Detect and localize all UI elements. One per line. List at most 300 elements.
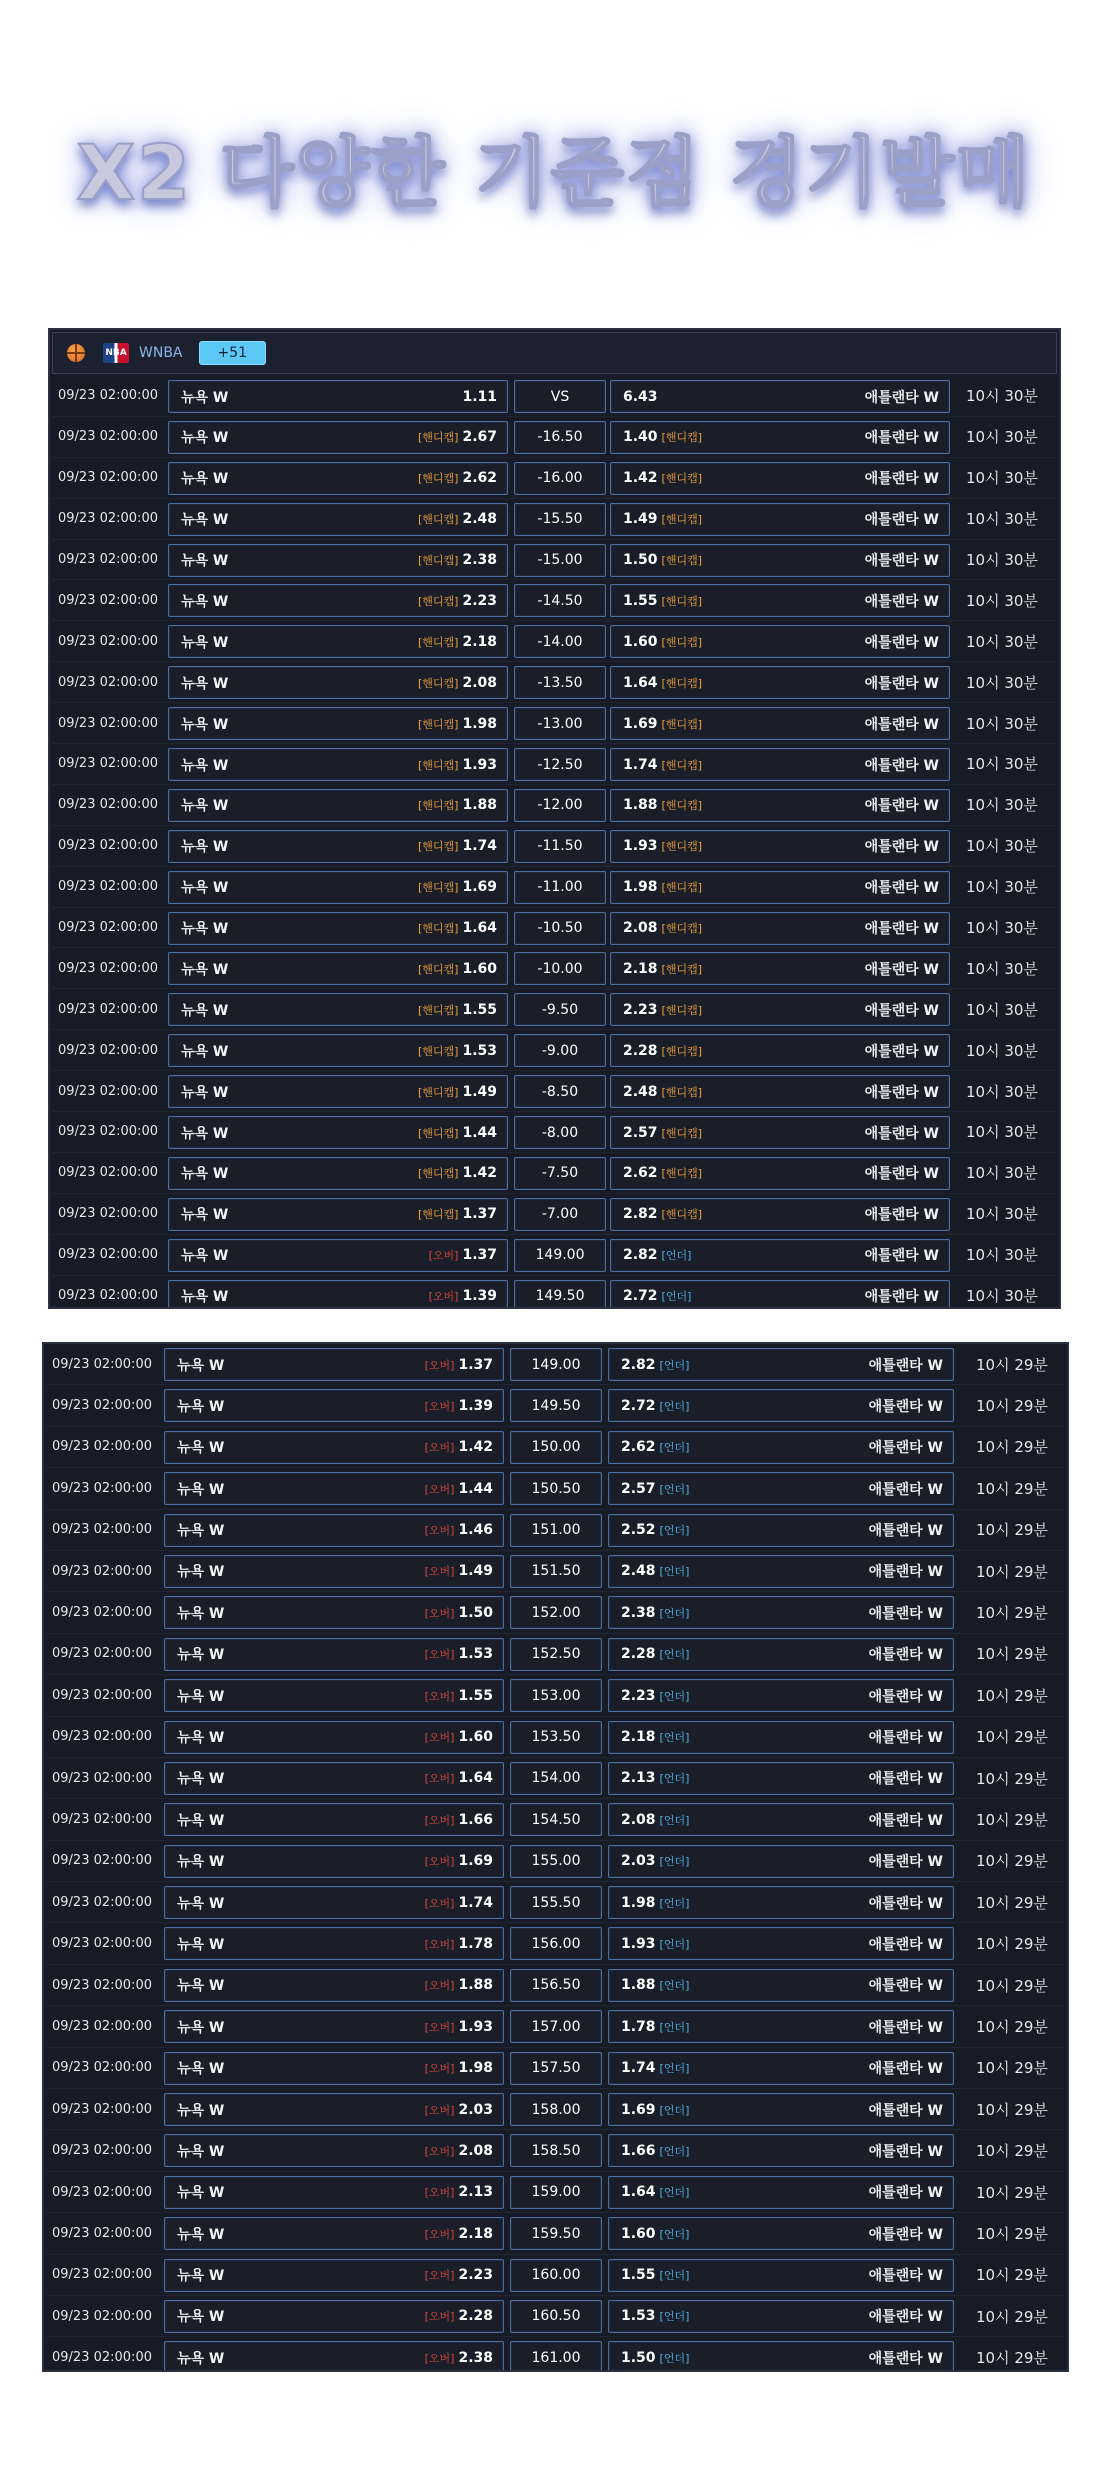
home-market-tag: [핸디캡] <box>417 922 459 936</box>
home-bet-button[interactable] <box>164 1679 504 1712</box>
away-bet-button[interactable] <box>608 1555 954 1588</box>
away-bet-button[interactable] <box>608 1886 954 1919</box>
away-bet-button[interactable] <box>608 2217 954 2250</box>
line-value-text: 149.00 <box>535 1247 585 1264</box>
line-value[interactable] <box>514 830 606 863</box>
match-time: 09/23 02:00:00 <box>58 1165 158 1181</box>
away-bet-button[interactable] <box>608 2259 954 2292</box>
away-team: 애틀랜타 W <box>868 1523 943 1540</box>
home-bet-button[interactable] <box>164 1886 504 1919</box>
away-market-tag: [언더] <box>659 1979 690 1993</box>
home-bet-button[interactable] <box>168 707 508 740</box>
away-team: 애틀랜타 W <box>868 1936 943 1953</box>
away-bet-button[interactable] <box>610 1116 950 1149</box>
away-bet-button[interactable] <box>610 544 950 577</box>
home-bet-button[interactable] <box>164 2341 504 2372</box>
time-remaining: 10시 30분 <box>966 796 1038 815</box>
home-bet-button[interactable] <box>164 1762 504 1795</box>
line-value[interactable] <box>510 1348 602 1381</box>
more-markets-button[interactable]: +51 <box>199 341 267 365</box>
line-value[interactable] <box>510 1596 602 1629</box>
home-bet-button[interactable] <box>164 1721 504 1754</box>
line-value-text: -16.00 <box>537 470 583 487</box>
away-bet-button[interactable] <box>608 2176 954 2209</box>
home-bet-button[interactable] <box>168 1034 508 1067</box>
home-odds: 1.74 <box>458 1894 493 1911</box>
away-bet-button[interactable] <box>610 380 950 413</box>
line-value[interactable] <box>510 1389 602 1422</box>
away-market-tag: [언더] <box>659 1399 690 1413</box>
home-bet-button[interactable] <box>168 1116 508 1149</box>
home-odds: 1.49 <box>462 1083 497 1100</box>
match-time: 09/23 02:00:00 <box>52 2350 152 2366</box>
match-time: 09/23 02:00:00 <box>52 2101 152 2117</box>
home-odds: 1.39 <box>462 1288 497 1305</box>
match-rows <box>50 376 1059 1309</box>
line-value[interactable] <box>510 1845 602 1878</box>
home-bet-button[interactable] <box>168 380 508 413</box>
line-value[interactable] <box>514 1157 606 1190</box>
line-value[interactable] <box>514 1198 606 1231</box>
home-bet-button[interactable] <box>168 871 508 904</box>
match-row <box>46 2255 1065 2296</box>
away-bet-button[interactable] <box>610 1034 950 1067</box>
home-team: 뉴욕 W <box>177 2185 225 2202</box>
away-team: 애틀랜타 W <box>864 1125 939 1142</box>
line-value[interactable] <box>514 952 606 985</box>
home-odds: 1.37 <box>458 1356 493 1373</box>
away-odds: 2.52 <box>621 1522 656 1539</box>
home-bet-button[interactable] <box>164 1389 504 1422</box>
home-bet-button[interactable] <box>168 421 508 454</box>
away-team: 애틀랜타 W <box>868 1771 943 1788</box>
away-market-tag: [언더] <box>659 2103 690 2117</box>
time-remaining: 10시 29분 <box>976 1355 1048 1374</box>
line-value-text: 156.00 <box>531 1935 581 1952</box>
line-value[interactable] <box>514 1034 606 1067</box>
match-row <box>52 1112 1057 1153</box>
home-market-tag: [핸디캡] <box>417 676 459 690</box>
line-value-text: -10.50 <box>537 920 583 937</box>
away-bet-button[interactable] <box>608 2300 954 2333</box>
away-odds: 1.60 <box>621 2225 656 2242</box>
line-value[interactable] <box>510 2341 602 2372</box>
home-team: 뉴욕 W <box>177 2061 225 2078</box>
home-odds: 1.55 <box>462 1001 497 1018</box>
away-team: 애틀랜타 W <box>864 430 939 447</box>
away-bet-button[interactable] <box>608 1927 954 1960</box>
line-value-text: 149.50 <box>535 1288 585 1305</box>
away-market-tag: [언더] <box>659 1441 690 1455</box>
away-odds: 2.08 <box>623 920 658 937</box>
line-value[interactable] <box>510 1679 602 1712</box>
home-team: 뉴욕 W <box>177 1978 225 1995</box>
line-value[interactable] <box>510 2176 602 2209</box>
line-value[interactable] <box>510 1886 602 1919</box>
away-bet-button[interactable] <box>608 1596 954 1629</box>
away-market-tag: [언더] <box>659 1896 690 1910</box>
away-team: 애틀랜타 W <box>864 389 939 406</box>
home-team: 뉴욕 W <box>181 1289 229 1306</box>
line-value-text: 159.50 <box>531 2225 581 2242</box>
match-time: 09/23 02:00:00 <box>52 2018 152 2034</box>
home-bet-button[interactable] <box>164 1969 504 2002</box>
away-bet-button[interactable] <box>608 2341 954 2372</box>
home-bet-button[interactable] <box>168 1198 508 1231</box>
home-odds: 1.98 <box>458 2060 493 2077</box>
away-bet-button[interactable] <box>608 1472 954 1505</box>
away-bet-button[interactable] <box>608 2134 954 2167</box>
home-bet-button[interactable] <box>164 2176 504 2209</box>
match-time: 09/23 02:00:00 <box>52 1398 152 1414</box>
away-bet-button[interactable] <box>608 1389 954 1422</box>
away-odds: 1.55 <box>623 592 658 609</box>
line-value[interactable] <box>514 380 606 413</box>
match-row <box>52 1153 1057 1194</box>
away-market-tag: [언더] <box>659 2144 690 2158</box>
home-bet-button[interactable] <box>168 748 508 781</box>
away-market-tag: [핸디캡] <box>661 513 703 527</box>
home-bet-button[interactable] <box>168 666 508 699</box>
home-market-tag: [오버] <box>424 1565 455 1579</box>
away-team: 애틀랜타 W <box>864 553 939 570</box>
line-value-text: 154.00 <box>531 1770 581 1787</box>
home-odds: 1.88 <box>462 797 497 814</box>
line-value-text: 161.00 <box>531 2349 581 2366</box>
time-remaining: 10시 30분 <box>966 878 1038 897</box>
home-bet-button[interactable] <box>168 789 508 822</box>
away-odds: 1.78 <box>621 2018 656 2035</box>
away-team: 애틀랜타 W <box>868 1564 943 1581</box>
line-value-text: 156.50 <box>531 1977 581 1994</box>
time-remaining: 10시 29분 <box>976 1976 1048 1995</box>
line-value[interactable] <box>510 2010 602 2043</box>
line-value[interactable] <box>514 871 606 904</box>
line-value[interactable] <box>514 584 606 617</box>
home-bet-button[interactable] <box>168 1239 508 1272</box>
away-bet-button[interactable] <box>608 1762 954 1795</box>
away-market-tag: [언더] <box>659 1689 690 1703</box>
away-bet-button[interactable] <box>610 1280 950 1309</box>
line-value[interactable] <box>514 544 606 577</box>
line-value[interactable] <box>514 666 606 699</box>
home-odds: 2.38 <box>462 552 497 569</box>
away-market-tag: [핸디캡] <box>661 840 703 854</box>
away-bet-button[interactable] <box>608 2093 954 2126</box>
time-remaining: 10시 30분 <box>966 1164 1038 1183</box>
away-bet-button[interactable] <box>610 993 950 1026</box>
away-market-tag: [언더] <box>659 1731 690 1745</box>
away-bet-button[interactable] <box>610 830 950 863</box>
time-remaining: 10시 29분 <box>976 1562 1048 1581</box>
line-value[interactable] <box>514 462 606 495</box>
home-bet-button[interactable] <box>164 2134 504 2167</box>
line-value[interactable] <box>510 1803 602 1836</box>
time-remaining: 10시 30분 <box>966 551 1038 569</box>
home-odds: 2.23 <box>458 2267 493 2284</box>
home-bet-button[interactable] <box>168 830 508 863</box>
away-bet-button[interactable] <box>608 2052 954 2085</box>
away-bet-button[interactable] <box>610 1075 950 1108</box>
home-team: 뉴욕 W <box>181 593 229 610</box>
away-odds: 1.93 <box>623 838 658 855</box>
match-time: 09/23 02:00:00 <box>52 1811 152 1827</box>
line-value[interactable] <box>514 748 606 781</box>
home-bet-button[interactable] <box>168 952 508 985</box>
away-bet-button[interactable] <box>608 1514 954 1547</box>
home-odds: 1.93 <box>462 756 497 773</box>
away-bet-button[interactable] <box>608 1845 954 1878</box>
away-bet-button[interactable] <box>608 1679 954 1712</box>
home-market-tag: [핸디캡] <box>417 881 459 895</box>
home-bet-button[interactable] <box>168 503 508 536</box>
away-bet-button[interactable] <box>610 707 950 740</box>
line-value[interactable] <box>510 1431 602 1464</box>
line-value[interactable] <box>514 993 606 1026</box>
home-bet-button[interactable] <box>168 912 508 945</box>
home-bet-button[interactable] <box>164 1803 504 1836</box>
away-odds: 2.28 <box>623 1042 658 1059</box>
away-bet-button[interactable] <box>610 584 950 617</box>
match-time: 09/23 02:00:00 <box>58 633 158 649</box>
line-value-text: 158.50 <box>531 2142 581 2159</box>
match-time: 09/23 02:00:00 <box>52 2143 152 2159</box>
home-bet-button[interactable] <box>164 2093 504 2126</box>
away-bet-button[interactable] <box>610 625 950 658</box>
away-bet-button[interactable] <box>608 1431 954 1464</box>
match-row <box>46 2048 1065 2089</box>
away-team: 애틀랜타 W <box>868 1481 943 1498</box>
home-team: 뉴욕 W <box>181 1002 229 1019</box>
time-remaining: 10시 30분 <box>966 428 1038 447</box>
match-time: 09/23 02:00:00 <box>52 2060 152 2076</box>
home-odds: 1.49 <box>458 1563 493 1580</box>
match-row <box>46 2172 1065 2213</box>
away-bet-button[interactable] <box>610 789 950 822</box>
time-remaining: 10시 30분 <box>966 387 1038 406</box>
line-value[interactable] <box>514 1280 606 1309</box>
away-market-tag: [언더] <box>659 1772 690 1786</box>
away-bet-button[interactable] <box>610 912 950 945</box>
away-odds: 1.50 <box>623 552 658 569</box>
away-bet-button[interactable] <box>610 952 950 985</box>
line-value[interactable] <box>514 1239 606 1272</box>
match-row <box>52 376 1057 417</box>
home-team: 뉴욕 W <box>181 430 229 447</box>
match-time: 09/23 02:00:00 <box>58 715 158 731</box>
time-remaining: 10시 29분 <box>976 2349 1048 2368</box>
away-bet-button[interactable] <box>608 1721 954 1754</box>
away-bet-button[interactable] <box>610 666 950 699</box>
home-bet-button[interactable] <box>164 2259 504 2292</box>
line-value[interactable] <box>510 1638 602 1671</box>
home-market-tag: [오버] <box>424 1896 455 1910</box>
home-bet-button[interactable] <box>168 584 508 617</box>
away-bet-button[interactable] <box>610 748 950 781</box>
away-bet-button[interactable] <box>610 503 950 536</box>
line-value-text: 155.50 <box>531 1894 581 1911</box>
away-team: 애틀랜타 W <box>864 1248 939 1265</box>
line-value[interactable] <box>510 2093 602 2126</box>
away-bet-button[interactable] <box>610 1239 950 1272</box>
line-value[interactable] <box>514 503 606 536</box>
home-odds: 2.23 <box>462 592 497 609</box>
away-bet-button[interactable] <box>608 1638 954 1671</box>
time-remaining: 10시 29분 <box>976 1397 1048 1416</box>
away-odds: 1.93 <box>621 1935 656 1952</box>
home-market-tag: [오버] <box>428 1249 459 1263</box>
home-bet-button[interactable] <box>168 993 508 1026</box>
away-market-tag: [핸디캡] <box>661 676 703 690</box>
line-value[interactable] <box>514 912 606 945</box>
line-value[interactable] <box>510 2052 602 2085</box>
home-market-tag: [핸디캡] <box>417 431 459 445</box>
home-bet-button[interactable] <box>164 1638 504 1671</box>
away-market-tag: [핸디캡] <box>661 635 703 649</box>
away-odds: 1.69 <box>621 2101 656 2118</box>
home-market-tag: [오버] <box>424 1399 455 1413</box>
match-row <box>52 744 1057 785</box>
time-remaining: 10시 30분 <box>966 632 1038 651</box>
away-bet-button[interactable] <box>610 1157 950 1190</box>
home-bet-button[interactable] <box>164 1845 504 1878</box>
line-value[interactable] <box>510 2134 602 2167</box>
away-odds: 1.88 <box>623 797 658 814</box>
time-remaining: 10시 30분 <box>966 510 1038 529</box>
line-value[interactable] <box>510 1762 602 1795</box>
line-value-text: -16.50 <box>537 429 583 446</box>
line-value[interactable] <box>510 2217 602 2250</box>
league-header[interactable] <box>52 332 1057 374</box>
time-remaining: 10시 29분 <box>976 1645 1048 1664</box>
line-value[interactable] <box>510 2300 602 2333</box>
match-time: 09/23 02:00:00 <box>52 1563 152 1579</box>
line-value[interactable] <box>514 1116 606 1149</box>
home-bet-button[interactable] <box>168 1157 508 1190</box>
home-bet-button[interactable] <box>164 1927 504 1960</box>
home-bet-button[interactable] <box>164 1596 504 1629</box>
away-bet-button[interactable] <box>608 1803 954 1836</box>
home-market-tag: [핸디캡] <box>417 962 459 976</box>
away-team: 애틀랜타 W <box>864 1166 939 1183</box>
home-market-tag: [오버] <box>424 1937 455 1951</box>
home-bet-button[interactable] <box>164 1514 504 1547</box>
line-value-text: -7.00 <box>541 1206 579 1223</box>
line-value[interactable] <box>514 421 606 454</box>
match-time: 09/23 02:00:00 <box>52 1522 152 1538</box>
home-odds: 1.55 <box>458 1687 493 1704</box>
banner-title: X2 다양한 기준점 경기발매 <box>76 128 1032 217</box>
line-value-text: 160.00 <box>531 2267 581 2284</box>
home-bet-button[interactable] <box>164 1348 504 1381</box>
match-time: 09/23 02:00:00 <box>52 1853 152 1869</box>
match-time: 09/23 02:00:00 <box>58 674 158 690</box>
away-bet-button[interactable] <box>610 421 950 454</box>
line-value-text: -12.50 <box>537 756 583 773</box>
home-team: 뉴욕 W <box>181 880 229 897</box>
time-remaining: 10시 29분 <box>976 1935 1048 1954</box>
home-odds: 1.93 <box>458 2018 493 2035</box>
line-value[interactable] <box>510 1555 602 1588</box>
time-remaining: 10시 29분 <box>976 2100 1048 2119</box>
home-bet-button[interactable] <box>168 625 508 658</box>
away-bet-button[interactable] <box>610 462 950 495</box>
match-row <box>52 826 1057 867</box>
away-bet-button[interactable] <box>608 2010 954 2043</box>
home-bet-button[interactable] <box>168 1280 508 1309</box>
home-bet-button[interactable] <box>168 1075 508 1108</box>
home-bet-button[interactable] <box>164 2052 504 2085</box>
home-bet-button[interactable] <box>168 462 508 495</box>
away-bet-button[interactable] <box>610 871 950 904</box>
home-team: 뉴욕 W <box>181 1166 229 1183</box>
home-team: 뉴욕 W <box>181 634 229 651</box>
match-time: 09/23 02:00:00 <box>52 2267 152 2283</box>
line-value[interactable] <box>514 789 606 822</box>
line-value[interactable] <box>510 1472 602 1505</box>
home-market-tag: [오버] <box>424 2186 455 2200</box>
home-bet-button[interactable] <box>164 1431 504 1464</box>
away-market-tag: [언더] <box>659 2227 690 2241</box>
line-value[interactable] <box>510 1721 602 1754</box>
home-bet-button[interactable] <box>164 2300 504 2333</box>
home-team: 뉴욕 W <box>181 389 229 406</box>
away-bet-button[interactable] <box>610 1198 950 1231</box>
home-bet-button[interactable] <box>164 2010 504 2043</box>
home-odds: 1.11 <box>462 388 497 405</box>
line-value[interactable] <box>510 2259 602 2292</box>
match-time: 09/23 02:00:00 <box>58 511 158 527</box>
home-odds: 1.42 <box>462 1165 497 1182</box>
match-time: 09/23 02:00:00 <box>58 1042 158 1058</box>
away-market-tag: [핸디캡] <box>661 962 703 976</box>
away-team: 애틀랜타 W <box>864 839 939 856</box>
match-row <box>52 703 1057 744</box>
home-bet-button[interactable] <box>164 1472 504 1505</box>
away-market-tag: [언더] <box>659 1565 690 1579</box>
line-value-text: -13.00 <box>537 715 583 732</box>
away-bet-button[interactable] <box>608 1348 954 1381</box>
match-row <box>46 1675 1065 1716</box>
home-team: 뉴욕 W <box>181 1043 229 1060</box>
home-team: 뉴욕 W <box>181 798 229 815</box>
away-market-tag: [핸디캡] <box>661 881 703 895</box>
line-value[interactable] <box>510 1969 602 2002</box>
line-value[interactable] <box>510 1927 602 1960</box>
line-value[interactable] <box>514 707 606 740</box>
home-bet-button[interactable] <box>164 1555 504 1588</box>
away-odds: 2.23 <box>621 1687 656 1704</box>
match-row <box>46 1344 1065 1385</box>
line-value[interactable] <box>514 625 606 658</box>
home-bet-button[interactable] <box>164 2217 504 2250</box>
match-row <box>46 1427 1065 1468</box>
home-bet-button[interactable] <box>168 544 508 577</box>
time-remaining: 10시 29분 <box>976 1604 1048 1623</box>
home-market-tag: [오버] <box>424 1606 455 1620</box>
away-market-tag: [핸디캡] <box>661 1044 703 1058</box>
line-value[interactable] <box>514 1075 606 1108</box>
line-value[interactable] <box>510 1514 602 1547</box>
away-bet-button[interactable] <box>608 1969 954 2002</box>
away-odds: 1.66 <box>621 2142 656 2159</box>
home-team: 뉴욕 W <box>177 1730 225 1747</box>
home-team: 뉴욕 W <box>181 471 229 488</box>
match-time: 09/23 02:00:00 <box>58 1001 158 1017</box>
home-odds: 2.48 <box>462 511 497 528</box>
line-value-text: -8.50 <box>541 1083 579 1100</box>
match-time: 09/23 02:00:00 <box>58 1247 158 1263</box>
